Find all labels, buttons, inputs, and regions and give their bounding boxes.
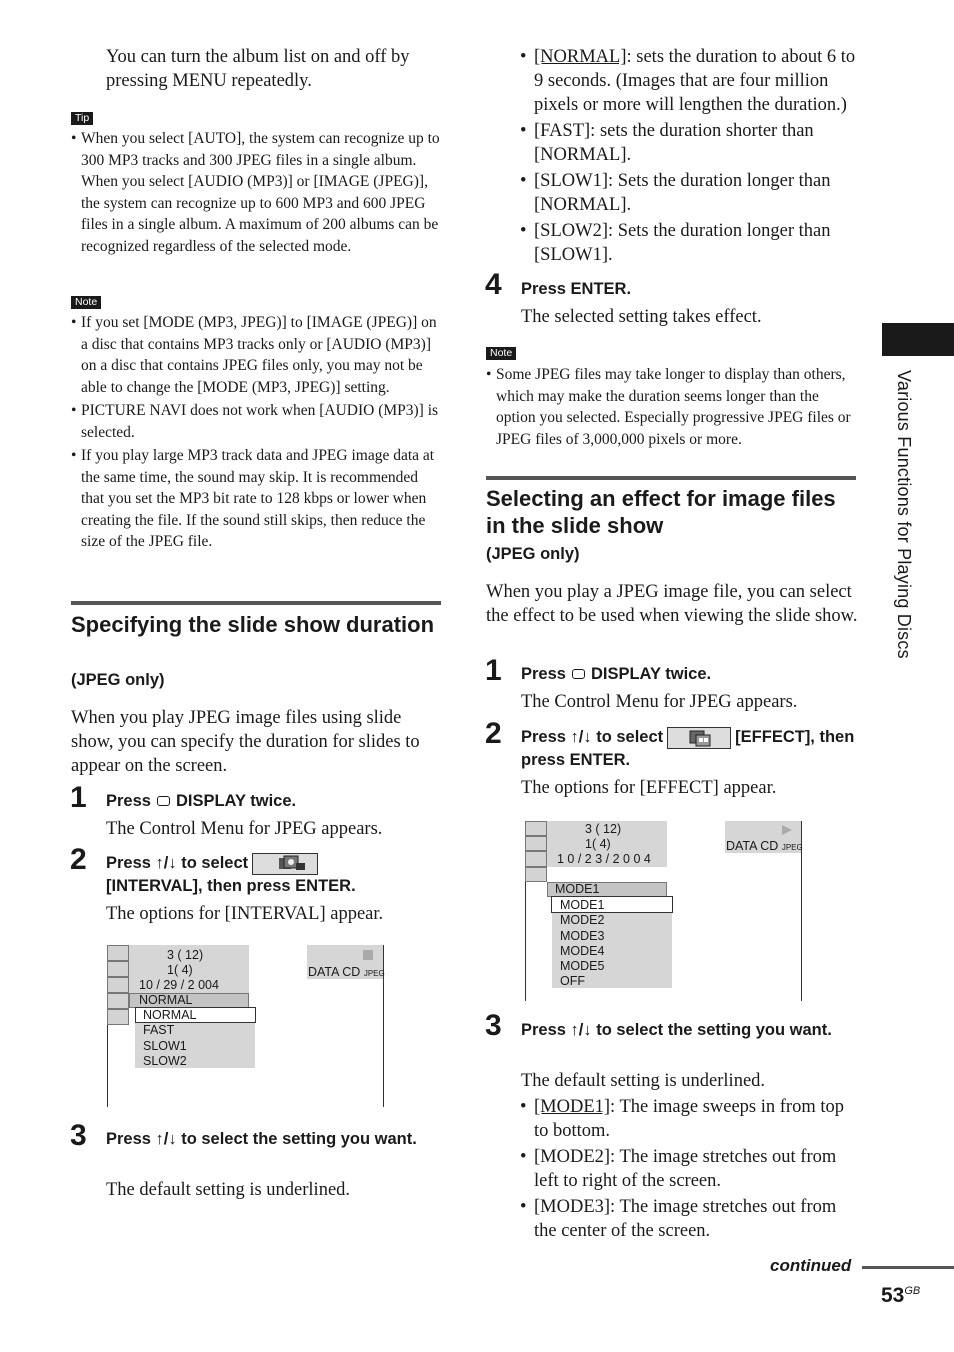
option-item: OFF	[560, 974, 585, 988]
disc-type-sub: JPEG	[781, 843, 803, 852]
step-4-instruction: Press ENTER.	[521, 280, 632, 298]
step-text: Press ↑/↓ to select	[106, 854, 249, 872]
step-2-result: The options for [INTERVAL] appear.	[106, 904, 384, 924]
note-list	[71, 312, 441, 553]
option-item: FAST	[143, 1023, 175, 1037]
section-title: Selecting an effect for image files in the slide show	[486, 486, 836, 538]
option-description: • [MODE2]: The image stretches out from left to right of the screen.	[520, 1145, 860, 1193]
continued-label: continued	[770, 1256, 852, 1275]
step-3-instruction: Press ↑/↓ to select the setting you want.	[521, 1021, 832, 1039]
option-description: • [SLOW1]: Sets the duration longer than [NORMAL].	[520, 169, 860, 217]
menu-icon-slot	[525, 851, 547, 867]
step-text: [EFFECT], then press ENTER.	[521, 728, 855, 769]
step-text: DISPLAY twice.	[590, 665, 712, 683]
option-text: : sets the duration to about 6 to 9 seconds. (Images that are four million pixels or more will lengthen the duration.)	[534, 47, 856, 115]
disc-type-label: DATA CD	[726, 839, 779, 853]
date-info: 1 0 / 2 3 / 2 0 0 4	[557, 852, 651, 866]
current-setting: NORMAL	[139, 993, 193, 1007]
step-text: DISPLAY twice.	[175, 792, 297, 810]
continued-rule	[862, 1266, 954, 1269]
option-item: MODE2	[560, 913, 605, 927]
note-label: Note	[71, 296, 101, 309]
display-button-icon	[157, 796, 170, 806]
step-1-result: The Control Menu for JPEG appears.	[106, 819, 383, 839]
option-description: • [MODE3]: The image stretches out from the center of the screen.	[520, 1195, 860, 1243]
menu-icon-slot	[107, 945, 129, 961]
page-number-value: 53	[881, 1284, 905, 1307]
step-number: 4	[485, 268, 502, 301]
menu-icon-slot	[107, 961, 129, 977]
option-description	[520, 45, 860, 117]
file-info: 1( 4)	[167, 963, 193, 977]
option-key: [MODE1]	[534, 1097, 611, 1117]
interval-options-list	[520, 45, 860, 267]
section-intro: When you play JPEG image files using slide show, you can specify the duration for slides to appear on the screen.	[71, 708, 420, 776]
step-text: Press	[521, 665, 566, 683]
disc-type-sub: JPEG	[363, 969, 385, 978]
menu-icon-slot	[107, 977, 129, 993]
page-number-suffix: GB	[904, 1285, 921, 1297]
section-intro: When you play a JPEG image file, you can select the effect to be used when viewing the slide show.	[486, 582, 858, 626]
play-icon	[781, 825, 793, 835]
stop-icon	[363, 950, 373, 960]
section-rule	[71, 601, 441, 605]
effect-screen	[525, 821, 803, 1001]
current-setting: MODE1	[555, 882, 600, 896]
file-info: 1( 4)	[585, 837, 611, 851]
step-number: 3	[485, 1009, 502, 1042]
option-description: • [FAST]: sets the duration shorter than [NORMAL].	[520, 119, 860, 167]
step-2-instruction	[521, 726, 861, 771]
effect-options-list	[520, 1095, 860, 1243]
option-text: : The image sweeps in from top to bottom.	[534, 1097, 844, 1141]
step-3-result: The default setting is underlined.	[106, 1180, 351, 1200]
step-1-instruction	[106, 790, 441, 812]
interval-screen	[107, 945, 385, 1107]
intro-text: You can turn the album list on and off by pressing MENU repeatedly.	[106, 47, 410, 91]
chapter-title: Various Functions for Playing Discs	[894, 370, 914, 659]
disc-type	[308, 965, 385, 981]
option-description: • [SLOW2]: Sets the duration longer than [SLOW1].	[520, 219, 860, 267]
screen-border	[525, 882, 526, 1001]
option-key: [NORMAL]	[534, 47, 627, 67]
screen-border	[107, 1025, 108, 1107]
step-3-result: The default setting is underlined.	[521, 1071, 766, 1091]
option-item: NORMAL	[143, 1008, 197, 1022]
disc-type	[726, 839, 803, 855]
step-text: Press ↑/↓ to select	[521, 728, 664, 746]
step-3-instruction: Press ↑/↓ to select the setting you want.	[106, 1130, 417, 1148]
note-item: • PICTURE NAVI does not work when [AUDIO (MP3)] is selected.	[71, 400, 441, 443]
effect-icon	[667, 727, 731, 749]
section-title: Specifying the slide show duration	[71, 612, 435, 637]
step-number: 1	[485, 654, 502, 687]
step-2-result: The options for [EFFECT] appear.	[521, 778, 777, 798]
date-info: 10 / 29 / 2 004	[139, 978, 219, 992]
section-rule	[486, 476, 856, 480]
step-number: 2	[485, 717, 502, 750]
step-1-result: The Control Menu for JPEG appears.	[521, 692, 798, 712]
disc-type-label: DATA CD	[308, 965, 361, 979]
track-info: 3 ( 12)	[585, 822, 622, 836]
step-number: 2	[70, 843, 87, 876]
note-label: Note	[486, 347, 516, 360]
option-item: SLOW1	[143, 1039, 187, 1053]
tip-item: • When you select [AUTO], the system can recognize up to 300 MP3 tracks and 300 JPEG files in a single album. When you select [AUDIO (MP3)] or [IMAGE (JPEG)], the system can recognize up to 600 MP3 and 600 JPEG files in a single album. A maximum of 200 albums can be recognized regardless of the selected mode.	[71, 128, 441, 257]
note-list	[486, 364, 858, 450]
step-number: 1	[70, 781, 87, 814]
menu-icon-slot	[525, 821, 547, 836]
chapter-tab	[882, 323, 954, 356]
tip-label: Tip	[71, 112, 93, 125]
option-item: MODE3	[560, 929, 605, 943]
tip-list	[71, 128, 441, 257]
step-1-instruction	[521, 663, 856, 685]
menu-icon-slot	[525, 867, 547, 882]
menu-icon-slot	[525, 836, 547, 851]
option-description	[520, 1095, 860, 1143]
option-item: MODE4	[560, 944, 605, 958]
note-item: • Some JPEG files may take longer to display than others, which may make the duration seems longer than the option you selected. Especially progressive JPEG files or JPEG files of 3,000,000 pixels or more.	[486, 364, 858, 450]
step-2-instruction	[106, 852, 441, 897]
option-item: MODE5	[560, 959, 605, 973]
display-button-icon	[572, 669, 585, 679]
section-subtitle: (JPEG only)	[71, 671, 165, 689]
note-item: • If you play large MP3 track data and JPEG image data at the same time, the sound may skip. It is recommended that you set the MP3 bit rate to 128 kbps or lower when creating the file. If the sound still skips, then reduce the size of the JPEG file.	[71, 445, 441, 553]
step-4-result: The selected setting takes effect.	[521, 307, 762, 327]
step-text: [INTERVAL], then press ENTER.	[106, 876, 356, 895]
page-number	[881, 1284, 920, 1308]
step-number: 3	[70, 1119, 87, 1152]
note-item: • If you set [MODE (MP3, JPEG)] to [IMAGE (JPEG)] on a disc that contains MP3 tracks only or [AUDIO (MP3)] on a disc that contains JPEG files only, you may not be able to change the [MODE (MP3, JPEG)] setting.	[71, 312, 441, 398]
track-info: 3 ( 12)	[167, 948, 204, 962]
interval-icon	[252, 853, 318, 875]
option-item: SLOW2	[143, 1054, 187, 1068]
step-text: Press	[106, 792, 151, 810]
menu-icon-slot	[107, 993, 129, 1009]
option-item: MODE1	[560, 898, 605, 912]
section-subtitle: (JPEG only)	[486, 545, 580, 563]
menu-icon-slot	[107, 1009, 129, 1025]
